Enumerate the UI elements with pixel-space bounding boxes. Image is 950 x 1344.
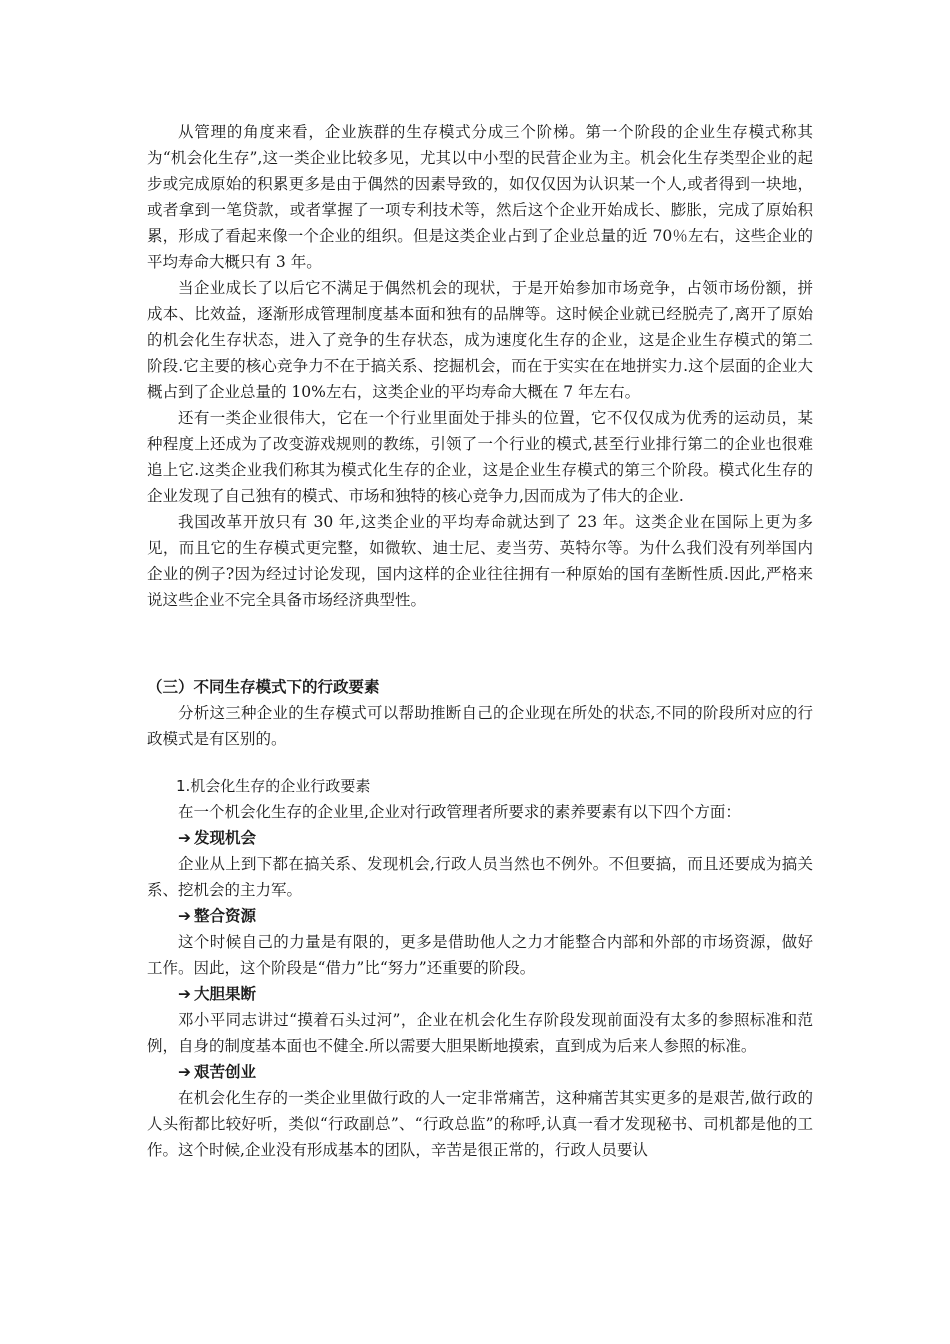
point-title: 艰苦创业	[194, 1063, 257, 1081]
subsection-lead: 在一个机会化生存的企业里,企业对行政管理者所要求的素养要素有以下四个方面：	[178, 803, 741, 821]
section-intro-paragraph: 分析这三种企业的生存模式可以帮助推断自己的企业现在所处的状态,不同的阶段所对应的行政模式是有区别的。	[147, 704, 813, 748]
point-text: 在机会化生存的一类企业里做行政的人一定非常痛苦，这种痛苦其实更多的是艰苦,做行政的人头衔都比较好听，类似“行政副总”、“行政总监”的称呼,认真一看才发现秘书、司机都是他的工作。这个时候,企业没有形成基本的团队，辛苦是很正常的，行政人员要认	[147, 1089, 813, 1159]
point-title: 大胆果断	[194, 985, 257, 1003]
point-title: 发现机会	[194, 829, 257, 847]
intro-paragraph-1: 从管理的角度来看，企业族群的生存模式分成三个阶梯。第一个阶段的企业生存模式称其为“机会化生存”,这一类企业比较多见，尤其以中小型的民营企业为主。机会化生存类型企业的起步或完成原始的积累更多是由于偶然的因素导致的，如仅仅因为认识某一个人,或者得到一块地，或者拿到一笔贷款，或者掌握了一项专利技术等，然后这个企业开始成长、膨胀，完成了原始积累，形成了看起来像一个企业的组织。但是这类企业占到了企业总量的近 70％左右，这些企业的平均寿命大概只有 3 年。	[147, 123, 813, 271]
section-heading: （三）不同生存模式下的行政要素	[147, 678, 380, 696]
section-intro	[147, 700, 813, 752]
intro-section	[147, 119, 813, 613]
point-heading-discover-opportunity	[147, 825, 813, 851]
intro-paragraph-4: 我国改革开放只有 30 年,这类企业的平均寿命就达到了 23 年。这类企业在国际上更为多见，而且它的生存模式更完整，如微软、迪士尼、麦当劳、英特尔等。为什么我们没有列举国内企业的例子?因为经过讨论发现，国内这样的企业往往拥有一种原始的国有垄断性质.因此,严格来说这些企业不完全具备市场经济典型性。	[147, 513, 813, 609]
point-text: 这个时候自己的力量是有限的，更多是借助他人之力才能整合内部和外部的市场资源，做好工作。因此，这个阶段是“借力”比“努力”还重要的阶段。	[147, 933, 813, 977]
subsection-body	[147, 799, 813, 1163]
point-heading-bold-decisive	[147, 981, 813, 1007]
subsection-heading: 1.机会化生存的企业行政要素	[176, 777, 371, 795]
point-text: 企业从上到下都在搞关系、发现机会,行政人员当然也不例外。不但要搞，而且还要成为搞关系、挖机会的主力军。	[147, 855, 813, 899]
arrow-right-icon: ➔	[178, 985, 191, 1003]
point-heading-hard-work	[147, 1059, 813, 1085]
arrow-right-icon: ➔	[178, 829, 191, 847]
point-text: 邓小平同志讲过“摸着石头过河”，企业在机会化生存阶段发现前面没有太多的参照标准和范例，自身的制度基本面也不健全.所以需要大胆果断地摸索，直到成为后来人参照的标准。	[147, 1011, 813, 1055]
arrow-right-icon: ➔	[178, 907, 191, 925]
arrow-right-icon: ➔	[178, 1063, 191, 1081]
point-heading-integrate-resources	[147, 903, 813, 929]
point-title: 整合资源	[194, 907, 257, 925]
intro-paragraph-3: 还有一类企业很伟大，它在一个行业里面处于排头的位置，它不仅仅成为优秀的运动员，某种程度上还成为了改变游戏规则的教练，引领了一个行业的模式,甚至行业排行第二的企业也很难追上它.这类企业我们称其为模式化生存的企业，这是企业生存模式的第三个阶段。模式化生存的企业发现了自己独有的模式、市场和独特的核心竞争力,因而成为了伟大的企业.	[147, 409, 813, 505]
intro-paragraph-2: 当企业成长了以后它不满足于偶然机会的现状，于是开始参加市场竞争，占领市场份额，拼成本、比效益，逐渐形成管理制度基本面和独有的品牌等。这时候企业就已经脱壳了,离开了原始的机会化生存状态，进入了竞争的生存状态，成为速度化生存的企业，这是企业生存模式的第二阶段.它主要的核心竞争力不在于搞关系、挖掘机会，而在于实实在在地拼实力.这个层面的企业大概占到了企业总量的 10%左右，这类企业的平均寿命大概在 7 年左右。	[147, 279, 813, 401]
